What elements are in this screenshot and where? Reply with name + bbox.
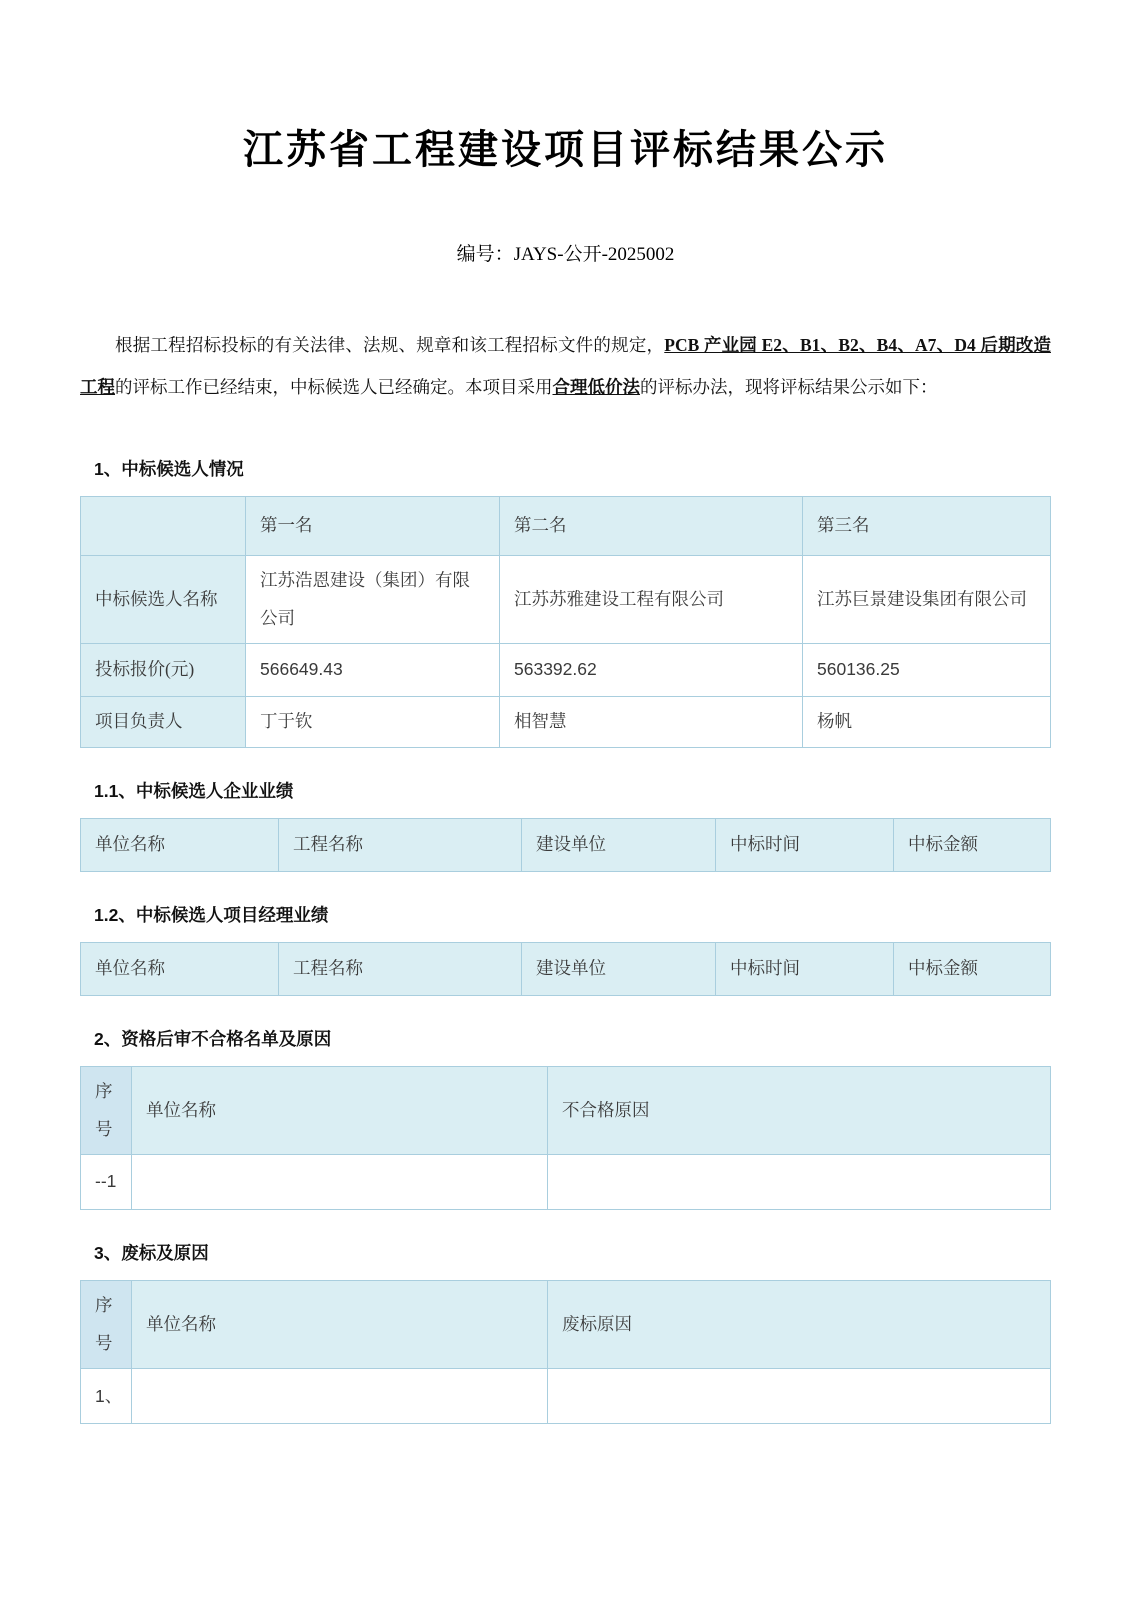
section-1-heading: 1、中标候选人情况 (94, 459, 244, 479)
intro-text-2: 的评标工作已经结束，中标候选人已经确定。本项目采用 (115, 377, 553, 397)
table-header-row (81, 818, 1051, 871)
intro-text-1: 根据工程招标投标的有关法律、法规、规章和该工程招标文件的规定， (115, 335, 665, 355)
table-row (81, 1155, 1051, 1210)
table-row (81, 697, 1051, 748)
rank-1-header: 第一名 (246, 497, 500, 556)
corner-cell (81, 497, 246, 556)
candidate-2-manager: 相智慧 (500, 697, 803, 748)
seq-no-cell: --1 (81, 1155, 132, 1210)
col-header-project-name: 工程名称 (279, 942, 522, 995)
enterprise-performance-table (80, 818, 1051, 872)
section-3-heading: 3、废标及原因 (94, 1243, 209, 1264)
invalid-bid-table (80, 1280, 1051, 1424)
candidate-2-price: 563392.62 (500, 644, 803, 697)
bid-candidates-table (80, 496, 1051, 748)
table-header-row (81, 1066, 1051, 1154)
row-label: 中标候选人名称 (81, 556, 246, 644)
unqualified-list-table (80, 1066, 1051, 1210)
reason-cell (548, 1369, 1051, 1424)
unit-name-cell (132, 1369, 548, 1424)
col-header-project-name: 工程名称 (279, 818, 522, 871)
rank-3-header: 第三名 (803, 497, 1051, 556)
table-row (81, 556, 1051, 644)
reason-cell (548, 1155, 1051, 1210)
col-header-award-time: 中标时间 (716, 942, 894, 995)
candidate-1-price: 566649.43 (246, 644, 500, 697)
manager-performance-table (80, 942, 1051, 996)
col-header-unit-name: 单位名称 (81, 942, 279, 995)
page-title: 江苏省工程建设项目评标结果公示 (243, 127, 888, 172)
table-row (81, 644, 1051, 697)
section-1-2-heading: 1.2、中标候选人项目经理业绩 (94, 904, 329, 925)
col-header-unit-name: 单位名称 (132, 1281, 548, 1369)
col-header-unqualified-reason: 不合格原因 (548, 1066, 1051, 1154)
seq-no-cell: 1、 (81, 1369, 132, 1424)
intro-text-3: 的评标办法，现将评标结果公示如下： (640, 377, 938, 397)
intro-paragraph (80, 324, 1051, 408)
table-row (81, 1369, 1051, 1424)
document-number: 编号：JAYS-公开-2025002 (456, 244, 675, 265)
section-2-heading: 2、资格后审不合格名单及原因 (94, 1028, 332, 1049)
row-label: 项目负责人 (81, 697, 246, 748)
row-label: 投标报价(元) (81, 644, 246, 697)
evaluation-method: 合理低价法 (552, 377, 640, 397)
col-header-seq-no: 序号 (81, 1281, 132, 1369)
col-header-award-amount: 中标金额 (894, 818, 1051, 871)
section-1-1-heading: 1.1、中标候选人企业业绩 (94, 780, 294, 801)
project-name: PCB 产业园 E2、B1、B2、B4、A7、D4 后期改造工程 (80, 335, 1051, 397)
col-header-construction-unit: 建设单位 (522, 942, 716, 995)
col-header-award-time: 中标时间 (716, 818, 894, 871)
col-header-construction-unit: 建设单位 (522, 818, 716, 871)
rank-2-header: 第二名 (500, 497, 803, 556)
candidate-3-manager: 杨帆 (803, 697, 1051, 748)
col-header-seq-no: 序号 (81, 1066, 132, 1154)
col-header-unit-name: 单位名称 (81, 818, 279, 871)
candidate-3-price: 560136.25 (803, 644, 1051, 697)
candidate-1-manager: 丁于钦 (246, 697, 500, 748)
unit-name-cell (132, 1155, 548, 1210)
col-header-invalid-reason: 废标原因 (548, 1281, 1051, 1369)
candidate-3-name: 江苏巨景建设集团有限公司 (803, 556, 1051, 644)
table-header-row (81, 942, 1051, 995)
table-header-row (81, 1281, 1051, 1369)
table-header-row (81, 497, 1051, 556)
candidate-2-name: 江苏苏雅建设工程有限公司 (500, 556, 803, 644)
col-header-award-amount: 中标金额 (894, 942, 1051, 995)
col-header-unit-name: 单位名称 (132, 1066, 548, 1154)
candidate-1-name: 江苏浩恩建设（集团）有限公司 (246, 556, 500, 644)
